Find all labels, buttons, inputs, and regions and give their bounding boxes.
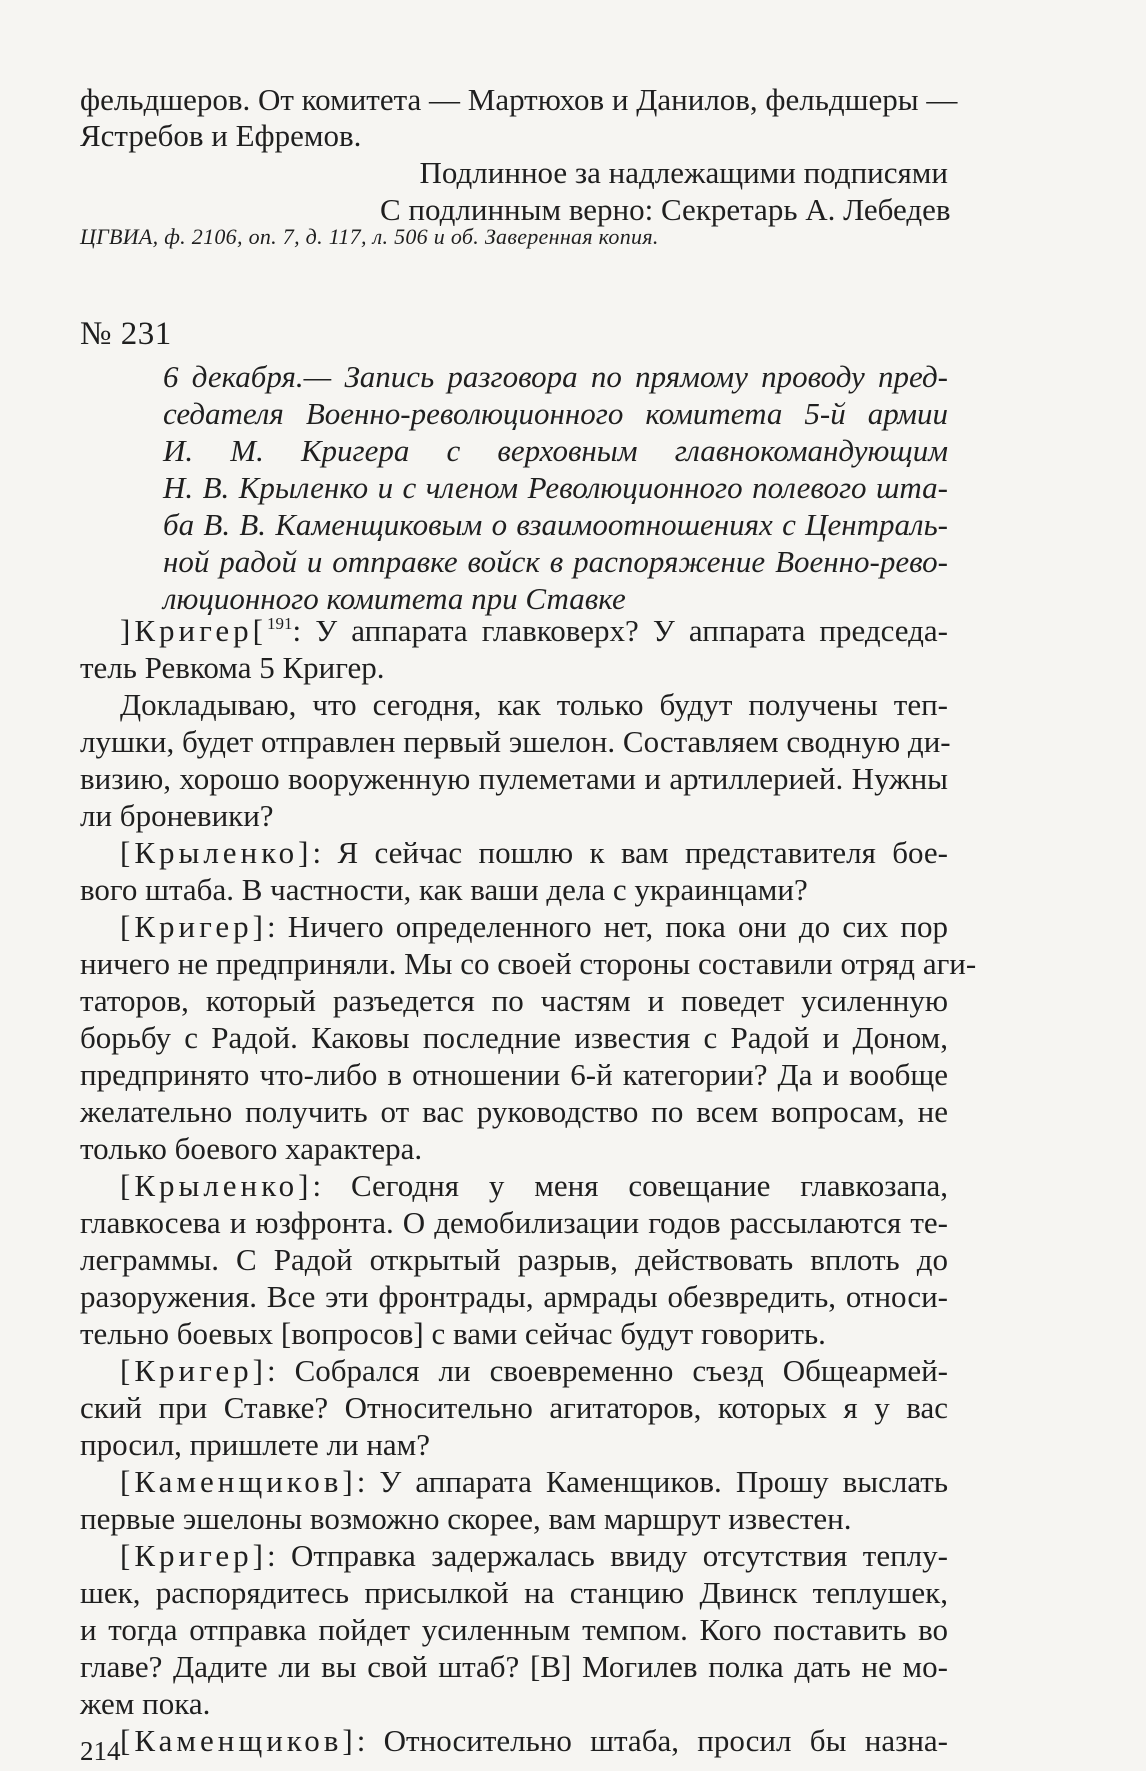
speech-text: : У аппарата Каменщиков. Прошу выслать — [356, 1464, 948, 1499]
dialogue-line: тельно боевых [вопросов] с вами сейчас будут говорить. — [80, 1316, 826, 1351]
speaker-label: [Кригер] — [120, 1538, 267, 1573]
speech-text: : Собрался ли своевременно съезд Общеармей- — [266, 1353, 948, 1388]
speaker-label: [Крыленко] — [120, 835, 313, 870]
text-line: Ястребов и Ефремов. — [80, 118, 362, 153]
document-title-line: 6 декабря.— Запись разговора по прямому проводу пред- — [163, 359, 948, 394]
speaker-label: [Каменщиков] — [120, 1723, 357, 1758]
dialogue-line: первые эшелоны возможно скорее, вам маршрут известен. — [80, 1501, 852, 1536]
dialogue-line: ничего не предприняли. Мы со своей стороны составили отряд аги- — [80, 946, 977, 981]
dialogue-line: шек, распорядитесь присылкой на станцию Двинск теплушек, — [80, 1575, 948, 1610]
document-title-line: люционного комитета при Ставке — [163, 581, 626, 616]
dialogue-line — [120, 1353, 948, 1389]
signature-line: С подлинным верно: Секретарь А. Лебедев — [380, 192, 951, 227]
dialogue-line: таторов, который разъедется по частям и поведет усиленную — [80, 983, 948, 1018]
page-number: 214 — [80, 1736, 121, 1766]
dialogue-line: тель Ревкома 5 Кригер. — [80, 650, 385, 685]
dialogue-line: главе? Дадите ли вы свой штаб? [В] Могилев полка дать не мо- — [80, 1649, 948, 1684]
speaker-label: [Каменщиков] — [120, 1464, 357, 1499]
dialogue-line — [120, 1168, 948, 1204]
dialogue-line: главкосева и юзфронта. О демобилизации годов рассылаются те- — [80, 1205, 948, 1240]
dialogue-line — [120, 1723, 948, 1759]
dialogue-line: леграммы. С Радой открытый разрыв, действовать вплоть до — [80, 1242, 948, 1277]
footnote-ref: 191 — [266, 614, 293, 633]
source-note: ЦГВИА, ф. 2106, оп. 7, д. 117, л. 506 и об. Заверенная копия. — [80, 224, 659, 249]
speech-text: : Сегодня у меня совещание главкозапа, — [312, 1168, 948, 1203]
dialogue-line: вого штаба. В частности, как ваши дела с украинцами? — [80, 872, 808, 907]
speaker-label: ]Кригер[ — [120, 613, 267, 648]
speech-text: : Относительно штаба, просил бы назна- — [356, 1723, 948, 1758]
speaker-label: [Кригер] — [120, 1353, 267, 1388]
speech-text: : Отправка задержалась ввиду отсутствия теплу- — [266, 1538, 948, 1573]
signature-line: Подлинное за надлежащими подписями — [419, 155, 948, 190]
dialogue-line — [120, 1538, 948, 1574]
dialogue-line — [120, 613, 948, 649]
dialogue-line: визию, хорошо вооруженную пулеметами и артиллерией. Нужны — [80, 761, 948, 796]
dialogue-line — [120, 1464, 948, 1500]
speaker-label: [Кригер] — [120, 909, 267, 944]
dialogue-line: ли броневики? — [80, 798, 274, 833]
document-title-line: И. М. Кригера с верховным главнокомандующим — [163, 433, 948, 468]
dialogue-line: просил, пришлете ли нам? — [80, 1427, 431, 1462]
speech-text: : Я сейчас пошлю к вам представителя бое- — [312, 835, 948, 870]
speech-text: : Ничего определенного нет, пока они до сих пор — [266, 909, 948, 944]
dialogue-line: желательно получить от вас руководство по всем вопросам, не — [80, 1094, 948, 1129]
dialogue-line: лушки, будет отправлен первый эшелон. Составляем сводную ди- — [80, 724, 951, 759]
dialogue-line — [120, 835, 948, 871]
document-title-line: ной радой и отправке войск в распоряжение Военно-рево- — [163, 544, 948, 579]
speech-text: : У аппарата главковерх? У аппарата председа- — [292, 613, 948, 648]
dialogue-line: только боевого характера. — [80, 1131, 423, 1166]
speaker-label: [Крыленко] — [120, 1168, 313, 1203]
text-line: фельдшеров. От комитета — Мартюхов и Данилов, фельдшеры — — [80, 82, 958, 117]
document-title-line: ба В. В. Каменщиковым о взаимоотношениях с Централь- — [163, 507, 948, 542]
dialogue-line: разоружения. Все эти фронтрады, армрады обезвредить, относи- — [80, 1279, 948, 1314]
dialogue-line: борьбу с Радой. Каковы последние известия с Радой и Доном, — [80, 1020, 948, 1055]
dialogue-line: жем пока. — [80, 1686, 211, 1721]
document-title-line: седателя Военно-революционного комитета 5-й армии — [163, 396, 948, 431]
dialogue-line: предпринято что-либо в отношении 6-й категории? Да и вообще — [80, 1057, 948, 1092]
document-number: № 231 — [80, 316, 172, 352]
dialogue-line: Докладываю, что сегодня, как только будут получены теп- — [120, 687, 948, 722]
dialogue-line — [120, 909, 948, 945]
document-title-line: Н. В. Крыленко и с членом Революционного полевого шта- — [163, 470, 948, 505]
dialogue-line: и тогда отправка пойдет усиленным темпом. Кого поставить во — [80, 1612, 948, 1647]
dialogue-line: ский при Ставке? Относительно агитаторов, которых я у вас — [80, 1390, 948, 1425]
